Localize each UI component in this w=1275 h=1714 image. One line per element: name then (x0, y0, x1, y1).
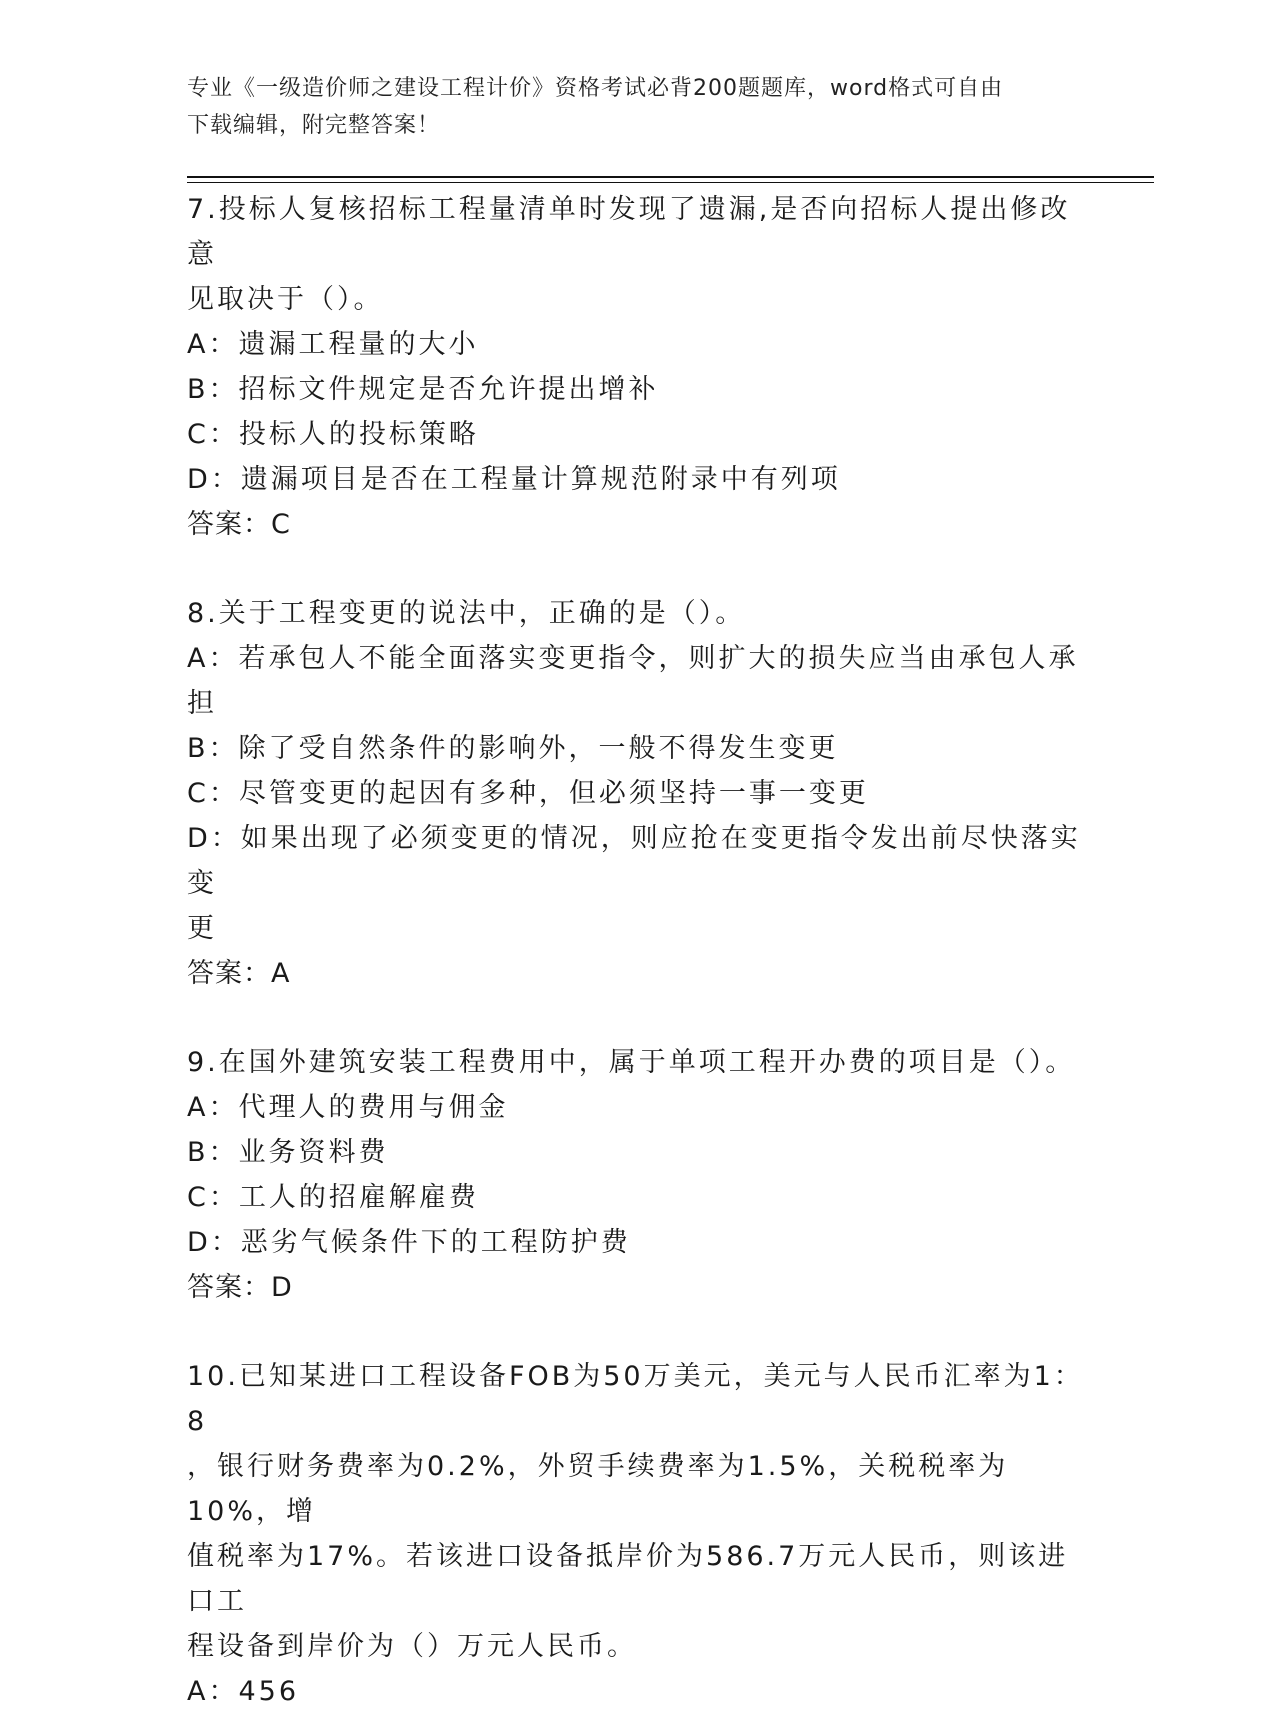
question-stem-line: 见取决于（）。 (187, 284, 384, 315)
question-block (187, 187, 1087, 547)
option-item: C：尽管变更的起因有多种，但必须坚持一事一变更 (187, 778, 869, 809)
option-item: A：遗漏工程量的大小 (187, 329, 479, 360)
question-stem-line: ，银行财务费率为0.2%，外贸手续费率为1.5%，关税税率为10%，增 (187, 1451, 1009, 1527)
option-item: D：遗漏项目是否在工程量计算规范附录中有列项 (187, 464, 841, 495)
header-divider-thin (187, 182, 1154, 183)
question-block (187, 591, 1087, 996)
option-item: C：工人的招雇解雇费 (187, 1182, 479, 1213)
option-item: D：恶劣气候条件下的工程防护费 (187, 1227, 631, 1258)
header-line-2: 下载编辑，附完整答案！ (187, 113, 441, 138)
question-stem-line: 7.投标人复核招标工程量清单时发现了遗漏,是否向招标人提出修改意 (187, 194, 1071, 270)
question-list (187, 187, 1087, 1714)
header-divider-thick (187, 176, 1154, 178)
header-line-1: 专业《一级造价师之建设工程计价》资格考试必背200题题库，word格式可自由 (187, 76, 1004, 101)
option-item: B：业务资料费 (187, 1137, 389, 1168)
option-item: B：招标文件规定是否允许提出增补 (187, 374, 659, 405)
document-header (187, 70, 1077, 144)
question-spacer (187, 1310, 1087, 1354)
question-stem-line: 值税率为17%。若该进口设备抵岸价为586.7万元人民币，则该进口工 (187, 1541, 1069, 1617)
question-stem-line: 9.在国外建筑安装工程费用中，属于单项工程开办费的项目是（）。 (187, 1047, 1076, 1078)
question-stem-line: 程设备到岸价为（）万元人民币。 (187, 1631, 637, 1662)
option-item: A：若承包人不能全面落实变更指令，则扩大的损失应当由承包人承担 (187, 643, 1079, 719)
answer-line: 答案：A (187, 958, 291, 989)
option-item: B：除了受自然条件的影响外，一般不得发生变更 (187, 733, 839, 764)
question-spacer (187, 547, 1087, 591)
question-stem-line: 8.关于工程变更的说法中，正确的是（）。 (187, 598, 746, 629)
option-item: C：投标人的投标策略 (187, 419, 479, 450)
option-item: D：如果出现了必须变更的情况，则应抢在变更指令发出前尽快落实变 (187, 823, 1081, 899)
option-item: A：456 (187, 1676, 300, 1707)
option-item: 更 (187, 913, 217, 944)
option-item: A：代理人的费用与佣金 (187, 1092, 509, 1123)
answer-line: 答案：C (187, 509, 291, 540)
question-block (187, 1040, 1087, 1310)
question-spacer (187, 996, 1087, 1040)
answer-line: 答案：D (187, 1272, 293, 1303)
question-block (187, 1354, 1087, 1714)
question-stem-line: 10.已知某进口工程设备FOB为50万美元，美元与人民币汇率为1：8 (187, 1361, 1084, 1437)
